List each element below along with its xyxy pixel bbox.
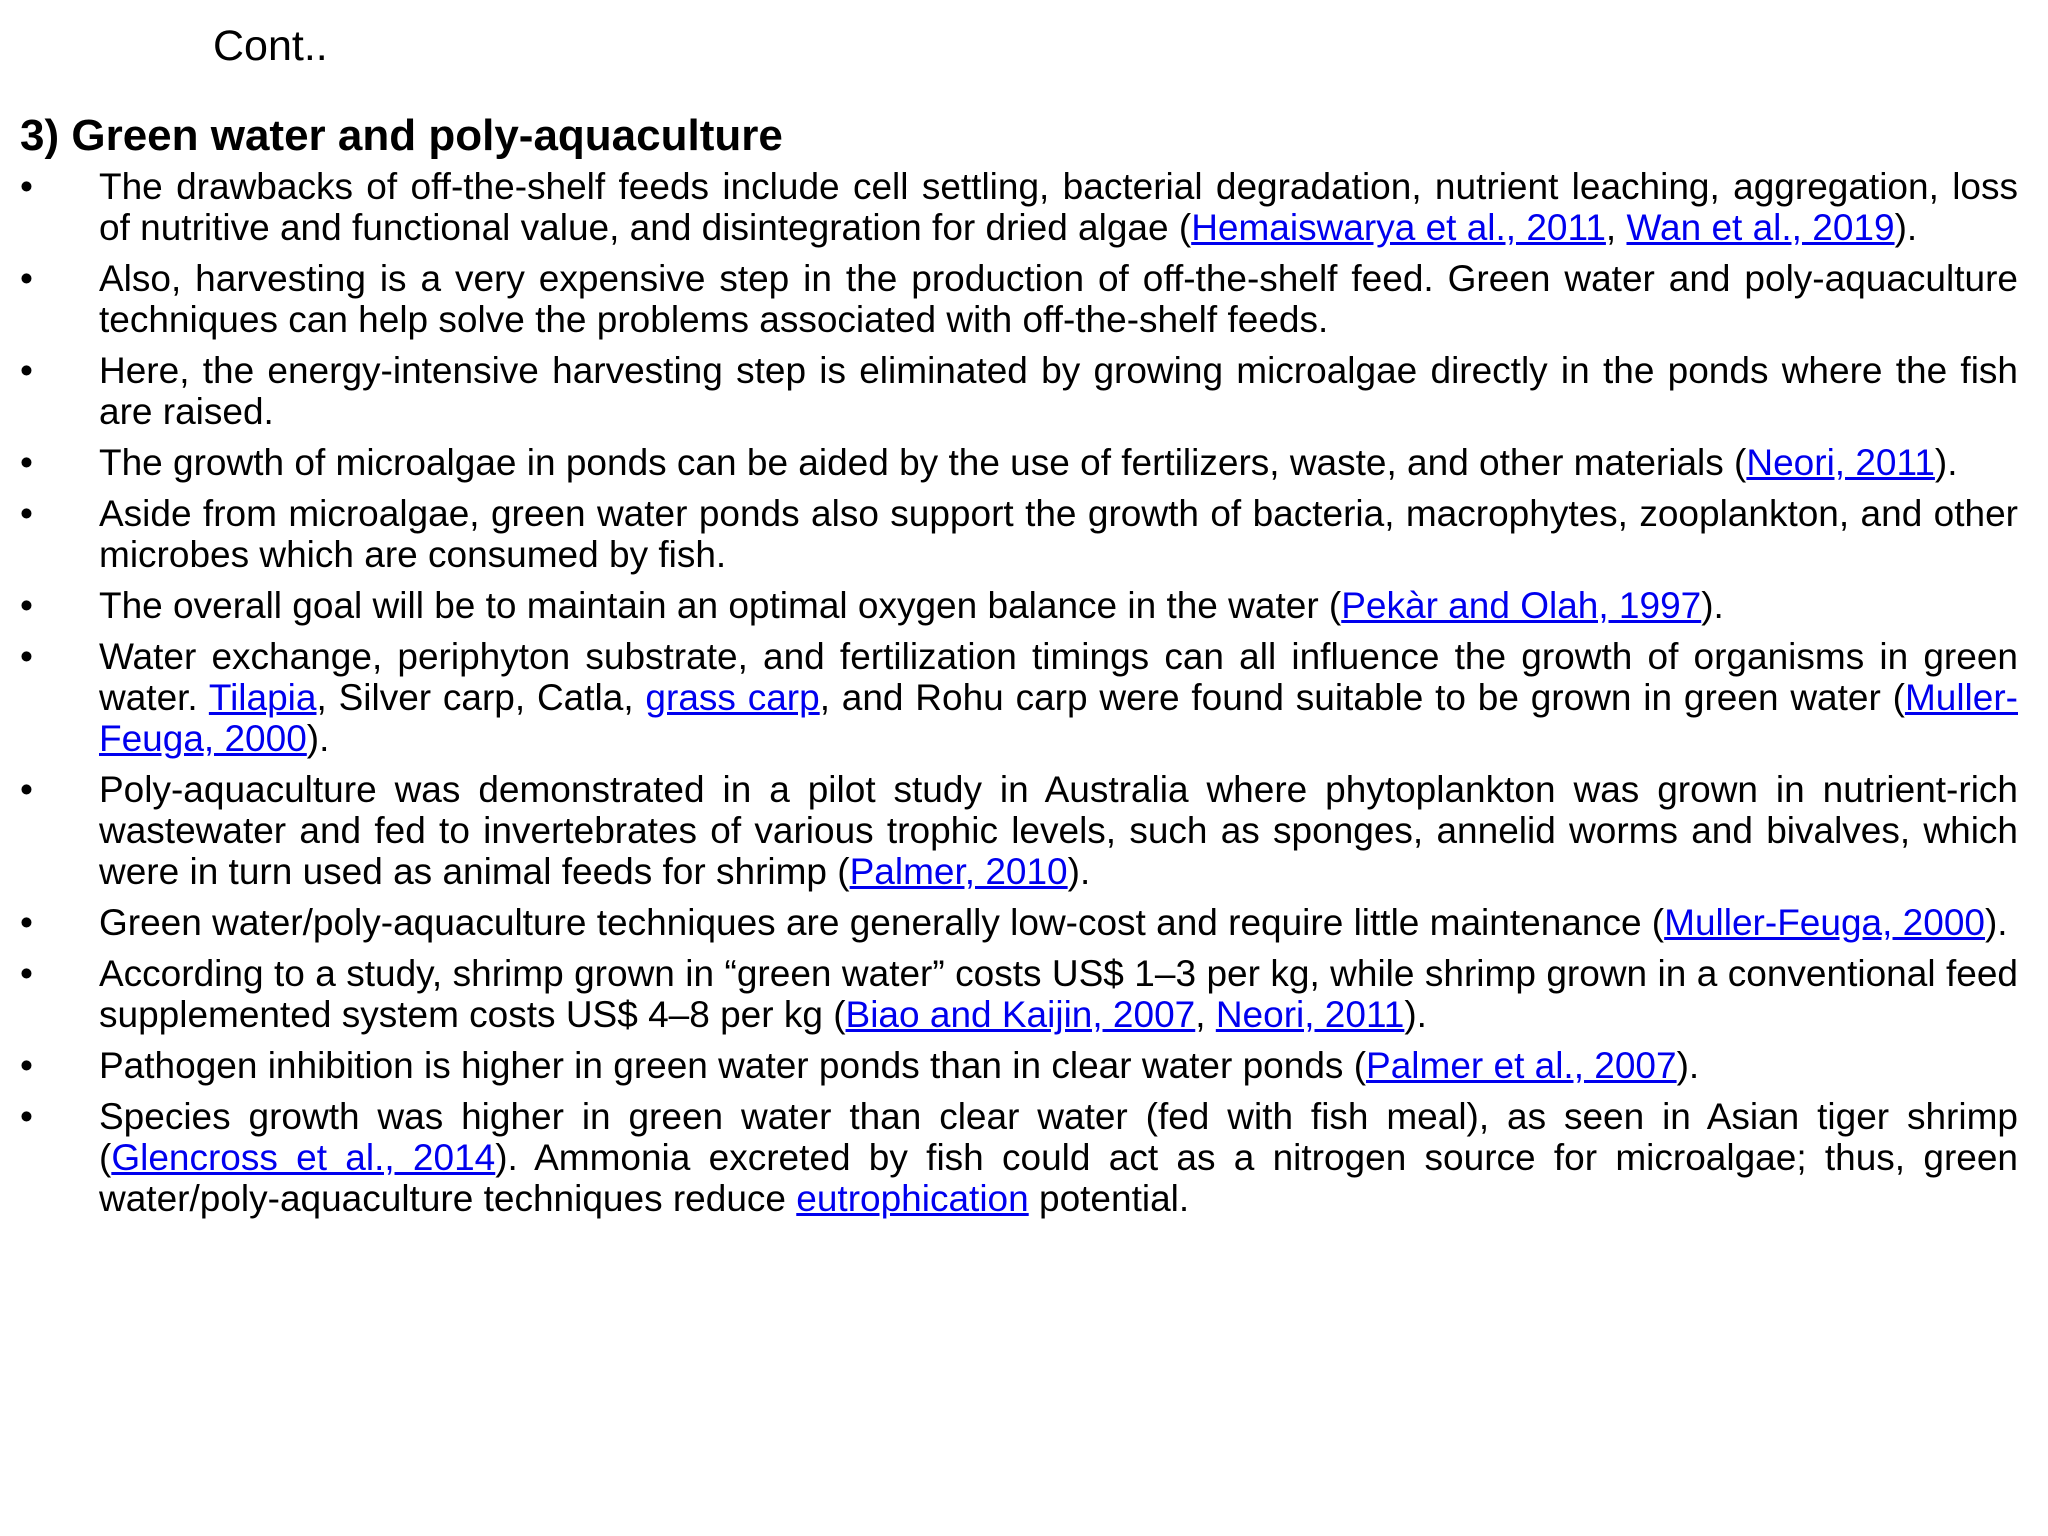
bullet-item (20, 350, 2018, 432)
bullet-item (20, 953, 2018, 1035)
bullet-text: ). (1934, 442, 1958, 483)
bullet-text: Also, harvesting is a very expensive step in the production of off-the-shelf feed. Green water and poly-aquaculture techniques can help solve the problems associated with off-the-shelf feeds. (99, 258, 2018, 340)
bullet-item (20, 442, 2018, 483)
bullet-marker: • (20, 636, 33, 677)
bullet-text: ). (1894, 207, 1918, 248)
bullet-text: Green water/poly-aquaculture techniques are generally low-cost and require little maintenance ( (99, 902, 1665, 943)
bullet-item (20, 493, 2018, 575)
bullet-marker: • (20, 493, 33, 534)
bullet-text: ). (306, 718, 330, 759)
bullet-text: Pathogen inhibition is higher in green water ponds than in clear water ponds ( (99, 1045, 1367, 1086)
bullet-text: The growth of microalgae in ponds can be aided by the use of fertilizers, waste, and other materials ( (99, 442, 1747, 483)
bullet-marker: • (20, 902, 33, 943)
bullet-text: Poly-aquaculture was demonstrated in a pilot study in Australia where phytoplankton was grown in nutrient-rich wastewater and fed to invertebrates of various trophic levels, such as sponges, annelid worms and bivalves, which were in turn used as animal feeds for shrimp ( (99, 769, 2018, 892)
bullet-text: ). (1067, 851, 1091, 892)
bullet-list (20, 166, 2018, 1229)
bullet-text: potential. (1028, 1178, 1190, 1219)
citation-link[interactable]: Hemaiswarya et al., 2011 (1191, 207, 1606, 248)
bullet-item (20, 166, 2018, 248)
bullet-item (20, 769, 2018, 892)
citation-link[interactable]: Muller-Feuga, 2000 (99, 677, 2018, 759)
bullet-marker: • (20, 953, 33, 994)
bullet-marker: • (20, 350, 33, 391)
citation-link[interactable]: Palmer, 2010 (849, 851, 1068, 892)
continuation-label: Cont.. (213, 22, 328, 70)
citation-link[interactable]: grass carp (645, 677, 820, 718)
citation-link[interactable]: Biao and Kaijin, 2007 (845, 994, 1196, 1035)
citation-link[interactable]: Wan et al., 2019 (1626, 207, 1895, 248)
citation-link[interactable]: Tilapia (208, 677, 317, 718)
bullet-marker: • (20, 1045, 33, 1086)
bullet-text: , (1605, 207, 1627, 248)
bullet-text: ). (1701, 585, 1724, 626)
bullet-item (20, 1045, 2018, 1086)
bullet-text: ). (1676, 1045, 1700, 1086)
bullet-marker: • (20, 442, 33, 483)
bullet-marker: • (20, 166, 33, 207)
bullet-item (20, 1096, 2018, 1219)
bullet-text: Aside from microalgae, green water ponds also support the growth of bacteria, macrophytes, zooplankton, and other microbes which are consumed by fish. (99, 493, 2018, 575)
bullet-marker: • (20, 769, 33, 810)
bullet-text: ). (1984, 902, 2008, 943)
section-heading: 3) Green water and poly-aquaculture (20, 111, 783, 160)
bullet-text: Species growth was higher in green water than clear water (fed with fish meal), as seen in Asian tiger shrimp ( (99, 1096, 2018, 1178)
citation-link[interactable]: Palmer et al., 2007 (1366, 1045, 1677, 1086)
bullet-text: , (1195, 994, 1216, 1035)
citation-link[interactable]: Neori, 2011 (1746, 442, 1935, 483)
citation-link[interactable]: Muller-Feuga, 2000 (1664, 902, 1985, 943)
citation-link[interactable]: eutrophication (796, 1178, 1029, 1219)
bullet-marker: • (20, 585, 33, 626)
bullet-item (20, 585, 2018, 626)
bullet-text: ). Ammonia excreted by fish could act as a nitrogen source for microalgae; thus, green water/poly-aquaculture techniques reduce (99, 1137, 2018, 1219)
bullet-text: , and Rohu carp were found suitable to be grown in green water ( (819, 677, 1905, 718)
bullet-text: ). (1404, 994, 1427, 1035)
citation-link[interactable]: Pekàr and Olah, 1997 (1341, 585, 1702, 626)
bullet-text: Water exchange, periphyton substrate, and fertilization timings can all influence the growth of organisms in green water. (99, 636, 2018, 718)
bullet-text: , Silver carp, Catla, (316, 677, 646, 718)
bullet-text: The overall goal will be to maintain an optimal oxygen balance in the water ( (99, 585, 1342, 626)
bullet-item (20, 636, 2018, 759)
bullet-item (20, 258, 2018, 340)
bullet-text: The drawbacks of off-the-shelf feeds include cell settling, bacterial degradation, nutrient leaching, aggregation, loss of nutritive and functional value, and disintegration for dried algae ( (99, 166, 2018, 248)
citation-link[interactable]: Glencross et al., 2014 (111, 1137, 496, 1178)
bullet-text: Here, the energy-intensive harvesting step is eliminated by growing microalgae directly in the ponds where the fish are raised. (99, 350, 2018, 432)
citation-link[interactable]: Neori, 2011 (1215, 994, 1405, 1035)
bullet-item (20, 902, 2018, 943)
bullet-text: According to a study, shrimp grown in “green water” costs US$ 1–3 per kg, while shrimp grown in a conventional feed supplemented system costs US$ 4–8 per kg ( (99, 953, 2018, 1035)
bullet-marker: • (20, 1096, 33, 1137)
bullet-marker: • (20, 258, 33, 299)
